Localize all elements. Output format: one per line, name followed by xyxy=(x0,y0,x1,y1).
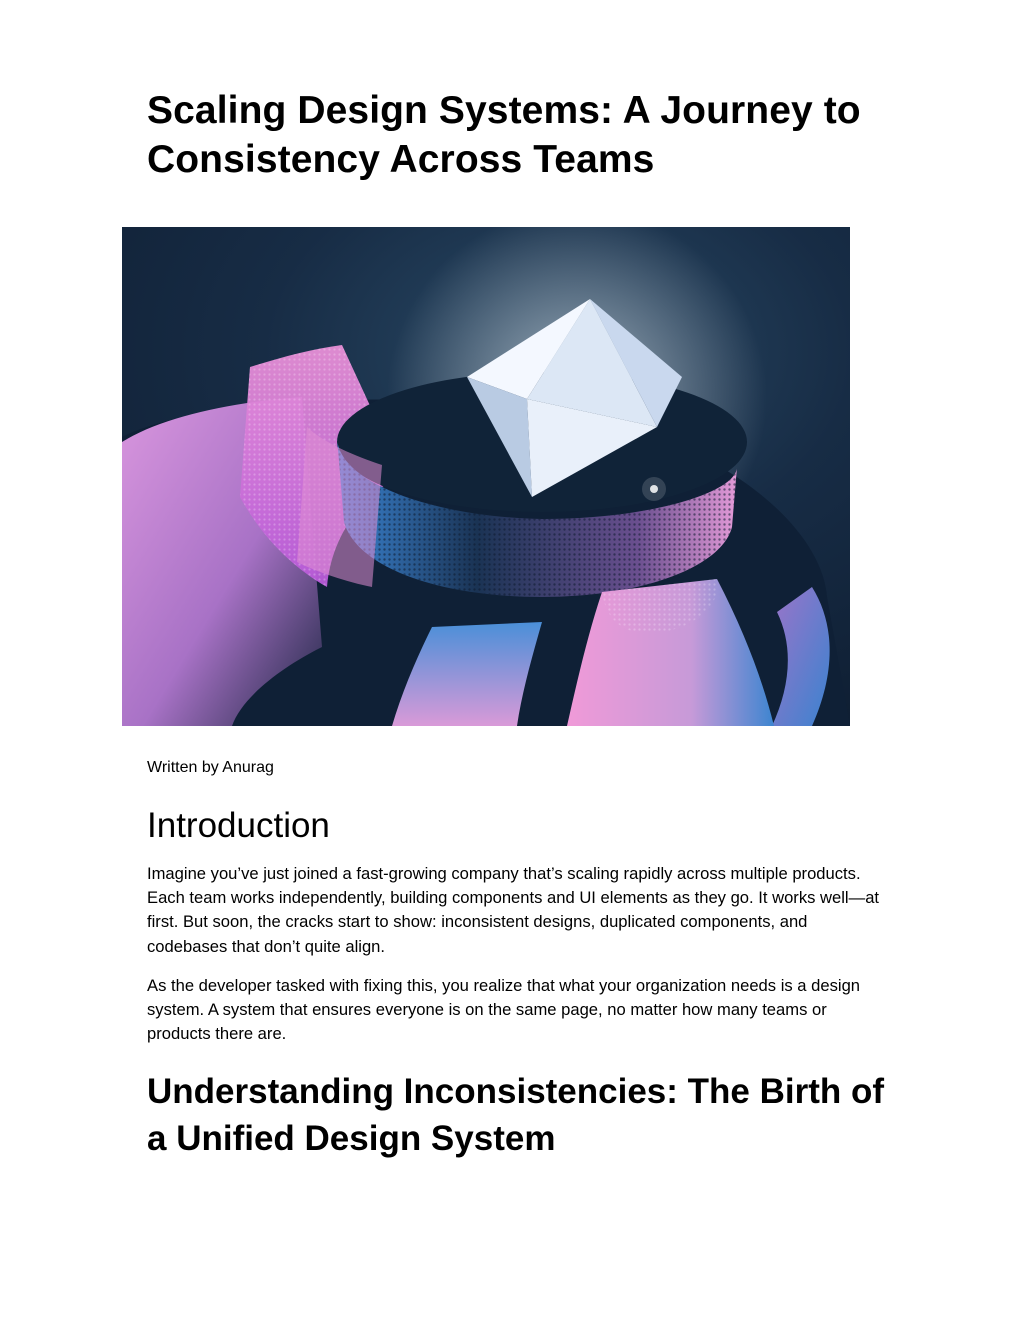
intro-paragraph-2: As the developer tasked with fixing this, you realize that what your organization needs is a design system. A system that ensures everyone is on the same page, no matter how many teams or products there are. xyxy=(147,976,861,1044)
section-heading-understanding: Understanding Inconsistencies: The Birth of a Unified Design System xyxy=(147,1072,885,1158)
document-title: Scaling Design Systems: A Journey to Consistency Across Teams xyxy=(147,89,861,181)
hero-illustration xyxy=(122,227,850,726)
section-heading-introduction: Introduction xyxy=(147,806,330,845)
intro-paragraph-1: Imagine you’ve just joined a fast-growing company that’s scaling rapidly across multiple products. Each team works independently, building components and UI elements as they go. It works well—at first. But soon, the cracks start to show: inconsistent designs, duplicated components, and codebases that don’t quite align. xyxy=(147,864,880,956)
author-byline: Written by Anurag xyxy=(147,759,274,776)
